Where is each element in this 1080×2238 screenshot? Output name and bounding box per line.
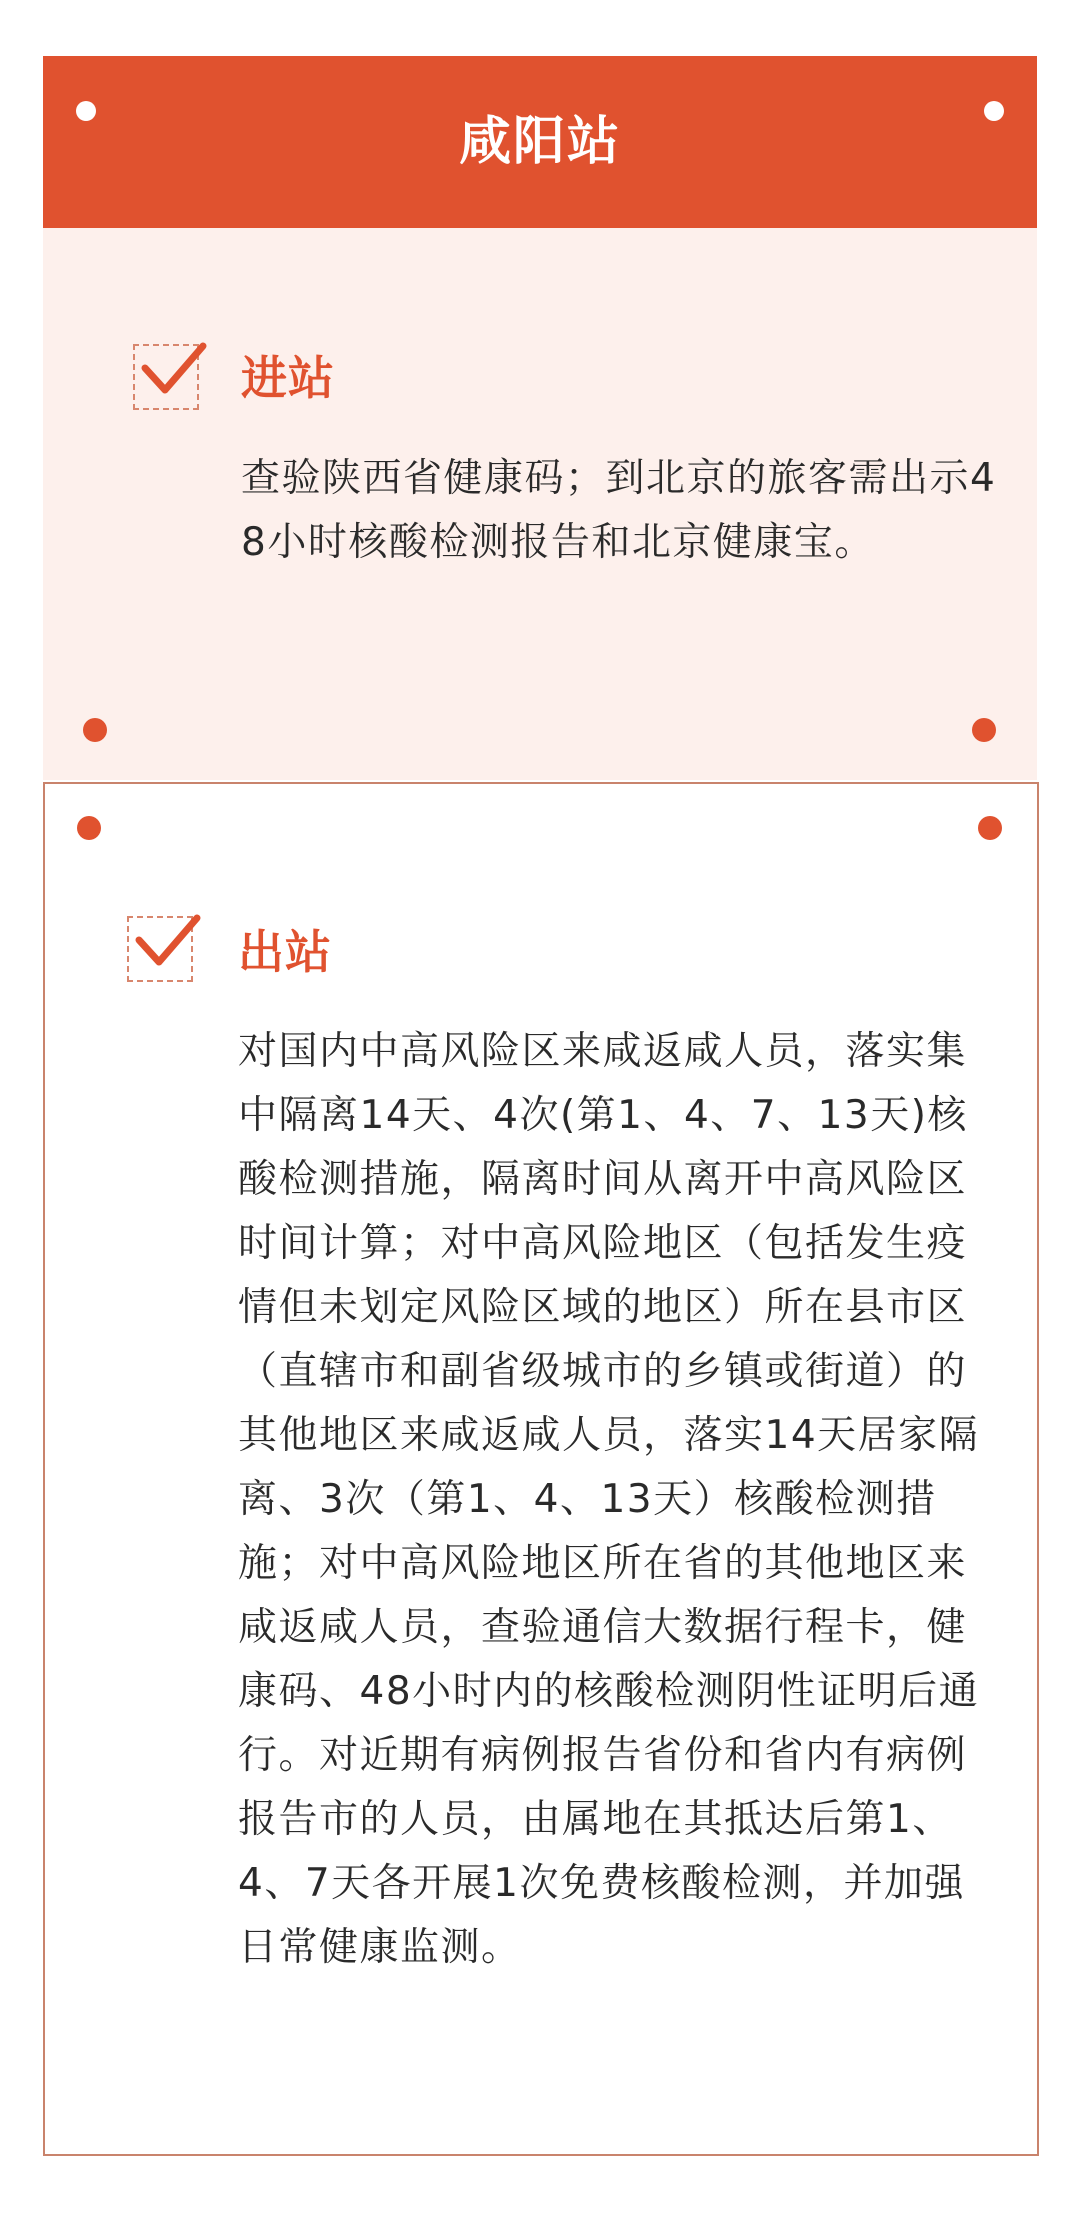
exit-checkbox: [127, 916, 193, 982]
exit-dot-right: [978, 816, 1002, 840]
entry-dot-left: [83, 718, 107, 742]
entry-dot-right: [972, 718, 996, 742]
entry-section: [43, 228, 1037, 780]
exit-dot-left: [77, 816, 101, 840]
exit-body: 对国内中高风险区来咸返咸人员，落实集中隔离14天、4次(第1、4、7、13天)核酸检测措施，隔离时间从离开中高风险区时间计算；对中高风险地区（包括发生疫情但未划定风险区域的地区）所在县市区（直辖市和副省级城市的乡镇或街道）的其他地区来咸返咸人员，落实14天居家隔离、3次（第1、4、13天）核酸检测措施；对中高风险地区所在省的其他地区来咸返咸人员，查验通信大数据行程卡，健康码、48小时内的核酸检测阴性证明后通行。对近期有病例报告省份和省内有病例报告市的人员，由属地在其抵达后第1、4、7天各开展1次免费核酸检测，并加强日常健康监测。: [238, 1029, 980, 1970]
check-icon: [131, 912, 201, 978]
station-header: [43, 56, 1037, 228]
exit-title: 出站: [238, 925, 332, 979]
entry-title: 进站: [241, 351, 335, 405]
entry-body: 查验陕西省健康码；到北京的旅客需出示48小时核酸检测报告和北京健康宝。: [241, 456, 997, 565]
station-title: 咸阳站: [458, 112, 621, 172]
entry-checkbox: [133, 344, 199, 410]
check-icon: [137, 340, 207, 406]
exit-section: [43, 782, 1039, 2156]
